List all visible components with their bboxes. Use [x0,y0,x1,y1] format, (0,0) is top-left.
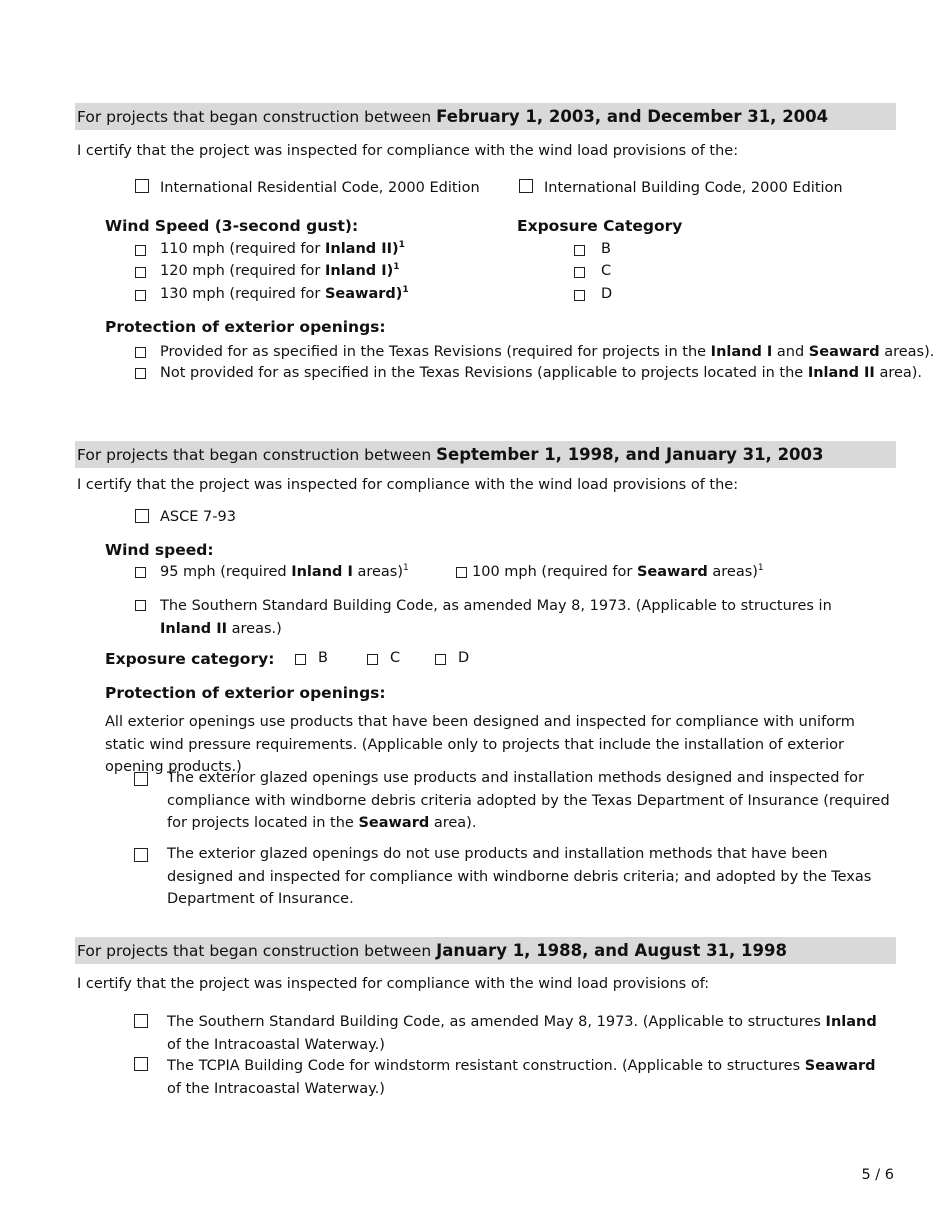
exposure-c-label: C [601,263,612,279]
irc-2000-label: International Residential Code, 2000 Edition [160,180,480,196]
tcpia-seaward-text: The TCPIA Building Code for windstorm resistant construction. (Applicable to structures [167,1058,801,1074]
glazed-debris-noncompliant-checkbox[interactable] [134,848,148,862]
ssbc-1973-label [160,595,880,640]
ssbc-1973-end: areas.) [231,620,282,637]
wind-120-label [160,263,400,279]
glazed-debris-compliant-text: The exterior glazed openings use products and installation methods designed and inspected for compliance with windborne debris criteria adopted by the Texas Department of Insurance (required for projects located in the [167,770,890,831]
wind-110-text: 110 mph (required for [160,241,321,257]
zone-inland-ii: Inland II [160,620,228,637]
footnote-mark: 1 [398,240,405,251]
protection-heading: Protection of exterior openings: [105,318,386,336]
wind-speed-heading: Wind Speed (3-second gust): [105,217,359,235]
exposure-c-label: C [390,650,401,666]
exposure-b-checkbox[interactable] [295,654,306,665]
zone-seaward: Seaward [358,815,430,831]
ibc-2000-checkbox[interactable] [519,179,533,193]
zone-seaward: Seaward [804,1058,876,1074]
tcpia-seaward-checkbox[interactable] [134,1057,148,1071]
exposure-c-checkbox[interactable] [574,267,585,278]
wind-95-zone: Inland I [291,564,353,580]
protection-provided-end: areas). [884,344,935,360]
exposure-d-checkbox[interactable] [435,654,446,665]
ssbc-1973-text: The Southern Standard Building Code, as amended May 8, 1973. (Applicable to structures in [160,598,832,614]
certify-statement: I certify that the project was inspected for compliance with the wind load provisions of the: [77,477,739,493]
ssbc-1973-checkbox[interactable] [135,600,146,611]
section-header-2003-2004 [75,103,896,130]
wind-130-zone: Seaward) [324,286,403,302]
wind-95-checkbox[interactable] [135,567,146,578]
zone-inland: Inland [825,1014,877,1030]
exposure-b-checkbox[interactable] [574,245,585,256]
wind-speed-heading: Wind speed: [105,541,214,559]
page-number: 5 / 6 [861,1167,894,1183]
glazed-debris-noncompliant-label: The exterior glazed openings do not use products and installation methods that have been designed and inspected for compliance with windborne debris criteria; and adopted by the Texas Department of Insurance. [167,846,872,907]
ssbc-inland-checkbox[interactable] [134,1014,148,1028]
exposure-d-label: D [601,286,613,302]
wind-100-checkbox[interactable] [456,567,467,578]
exposure-c-checkbox[interactable] [367,654,378,665]
wind-120-zone: Inland I) [324,263,394,279]
protection-heading: Protection of exterior openings: [105,684,386,702]
footnote-mark: 1 [402,285,409,296]
wind-110-label [160,241,405,257]
wind-95-label [160,564,409,580]
conjunction: and [776,344,805,360]
protection-provided-text: Provided for as specified in the Texas Revisions (required for projects in the [160,344,707,360]
wind-120-checkbox[interactable] [135,267,146,278]
wind-100-end: areas) [712,564,758,580]
ibc-2000-label: International Building Code, 2000 Edition [544,180,843,196]
wind-110-checkbox[interactable] [135,245,146,256]
wind-120-text: 120 mph (required for [160,263,321,279]
section-header-1988-1998 [75,937,896,964]
wind-95-text: 95 mph (required [160,564,287,580]
tcpia-seaward-end: of the Intracoastal Waterway.) [167,1080,385,1097]
footnote-mark: 1 [403,563,409,574]
zone-seaward: Seaward [808,344,880,360]
protection-not-provided-label [160,365,922,381]
exposure-d-label: D [458,650,470,666]
section-header-date-range: February 1, 2003, and December 31, 2004 [436,107,829,126]
protection-provided-label [160,344,934,360]
wind-130-label [160,286,409,302]
asce-7-93-checkbox[interactable] [135,509,149,523]
ssbc-inland-end: of the Intracoastal Waterway.) [167,1036,385,1053]
wind-100-text: 100 mph (required for [472,564,633,580]
section-header-date-range: September 1, 1998, and January 31, 2003 [436,445,824,464]
exposure-b-label: B [318,650,328,666]
wind-130-text: 130 mph (required for [160,286,321,302]
protection-not-provided-text: Not provided for as specified in the Texas Revisions (applicable to projects located in the [160,365,804,381]
section-header-prefix: For projects that began construction between [77,941,432,960]
section-header-prefix: For projects that began construction between [77,445,432,464]
certify-statement: I certify that the project was inspected for compliance with the wind load provisions of the: [77,143,739,159]
wind-95-end: areas) [357,564,403,580]
footnote-mark: 1 [757,563,764,574]
section-header-prefix: For projects that began construction between [77,107,432,126]
exposure-category-label: Exposure category: [105,650,275,668]
wind-100-label [472,564,764,580]
section-header-date-range: January 1, 1988, and August 31, 1998 [436,941,787,960]
tcpia-seaward-label [167,1055,891,1100]
exposure-b-label: B [601,241,611,257]
certify-statement: I certify that the project was inspected for compliance with the wind load provisions of: [77,976,710,992]
protection-provided-checkbox[interactable] [135,347,146,358]
asce-7-93-label: ASCE 7-93 [160,509,236,525]
ssbc-inland-text: The Southern Standard Building Code, as amended May 8, 1973. (Applicable to structures [167,1014,821,1030]
protection-not-provided-checkbox[interactable] [135,368,146,379]
footnote-mark: 1 [393,262,400,273]
glazed-debris-compliant-end: area). [433,815,477,831]
wind-130-checkbox[interactable] [135,290,146,301]
exterior-openings-statement: All exterior openings use products that have been designed and inspected for compliance with uniform static wind pressure requirements. (Applicable only to projects that include the installation of exterior opening products.) [105,714,855,775]
ssbc-inland-label [167,1011,891,1056]
zone-inland-i: Inland I [710,344,773,360]
exposure-category-heading: Exposure Category [517,217,683,235]
irc-2000-checkbox[interactable] [135,179,149,193]
glazed-debris-compliant-checkbox[interactable] [134,772,148,786]
glazed-debris-compliant-label [167,767,891,835]
protection-not-provided-end: area). [879,365,923,381]
wind-100-zone: Seaward [636,564,708,580]
section-header-1998-2003 [75,441,896,468]
zone-inland-ii: Inland II [807,365,875,381]
exposure-d-checkbox[interactable] [574,290,585,301]
wind-110-zone: Inland II) [324,241,399,257]
